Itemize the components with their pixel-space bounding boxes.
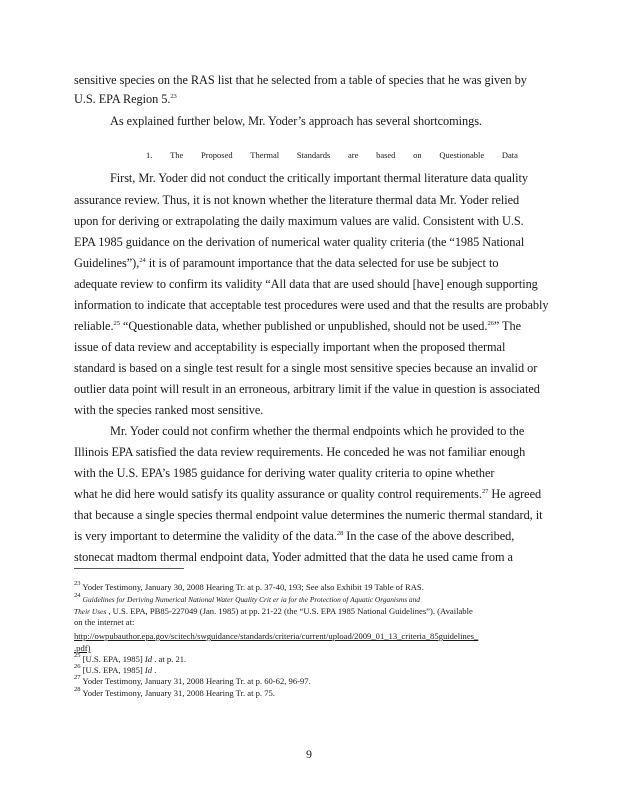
body-line: is very important to determine the validity of the data.$^{28}$ In the case of the above described, bbox=[74, 529, 515, 543]
body-line: information to indicate that acceptable test procedures were used and that the results are probably bbox=[74, 298, 549, 312]
body-line: U.S. EPA Region 5.23 bbox=[74, 92, 177, 106]
footnote-23: $^{23}$ Yoder Testimony, January 30, 2008 Hearing Tr. at p. 37-40, 193; See also Exhibit 19 Table of RAS. bbox=[74, 580, 424, 592]
body-line: outlier data point will result in an erroneous, arbitrary limit if the value in question is associated bbox=[74, 382, 540, 396]
body-line: with the U.S. EPA’s 1985 guidance for deriving water quality criteria to opine whether bbox=[74, 466, 495, 480]
body-line: stonecat madtom thermal endpoint data, Yoder admitted that the data he used came from a bbox=[74, 550, 513, 564]
url-link[interactable]: http://owpubauthor.epa.gov/scitech/swguidance/standards/criteria/current/upload/2009_01_13_criteria_85guidelines_ bbox=[74, 631, 479, 641]
body-line: standard is based on a single test result for a single most sensitive species because an invalid or bbox=[74, 361, 538, 375]
footnote-ref: 27 bbox=[481, 488, 489, 495]
body-line: sensitive species on the RAS list that he selected from a table of species that he was given by bbox=[74, 73, 527, 87]
body-line: reliable.$^{25}$ “Questionable data, whether published or unpublished, should not be used.$^{26}$” The bbox=[74, 319, 522, 333]
section-heading bbox=[146, 150, 518, 161]
heading-word: based bbox=[376, 150, 396, 160]
body-line: with the species ranked most sensitive. bbox=[74, 403, 264, 417]
footnote-24-cont: on the internet at: bbox=[74, 617, 135, 627]
footnote-25: $^{25}$ [U.S. EPA, 1985] Id . at p. 21. bbox=[74, 652, 187, 664]
body-line: adequate review to confirm its validity “All data that are used should [have] enough supporting bbox=[74, 277, 538, 291]
heading-word: are bbox=[348, 150, 359, 160]
heading-word: 1. bbox=[146, 150, 153, 160]
footnote-ref: 23 bbox=[170, 93, 177, 100]
heading-word: on bbox=[413, 150, 422, 160]
footnote-24: $^{24}$ Guidelines for Deriving Numerical National Water Quality Crit er ia for the Protection of Aquatic Organisms and bbox=[74, 592, 421, 604]
footnote-24-cont: Their Uses , U.S. EPA, PB85-227049 (Jan. 1985) at pp. 21-22 (the “U.S. EPA 1985 National Guidelines”). (Available bbox=[74, 606, 473, 616]
heading-word: Proposed bbox=[200, 150, 233, 160]
heading-word: The bbox=[170, 150, 184, 160]
body-line: As explained further below, Mr. Yoder’s approach has several shortcomings. bbox=[110, 114, 482, 128]
body-line: EPA 1985 guidance on the derivation of numerical water quality criteria (the “1985 National bbox=[74, 235, 525, 249]
footnote-separator bbox=[74, 568, 184, 569]
footnote-24-url[interactable] bbox=[74, 631, 478, 641]
body-line: assurance review. Thus, it is not known whether the literature thermal data Mr. Yoder relied bbox=[74, 193, 520, 207]
body-line: what he did here would satisfy its quality assurance or quality control requirements.$^{27}$ He agreed bbox=[74, 487, 542, 501]
body-line: that because a single species thermal endpoint value determines the numeric thermal standard, it bbox=[74, 508, 543, 522]
footnote-26: $^{26}$ [U.S. EPA, 1985] Id . bbox=[74, 663, 157, 675]
body-line: First, Mr. Yoder did not conduct the critically important thermal literature data quality bbox=[110, 171, 528, 185]
footnote-ref: 26 bbox=[487, 320, 494, 327]
heading-word: Data bbox=[501, 150, 518, 160]
body-line: upon for deriving or extrapolating the daily maximum values are valid. Consistent with U.S. bbox=[74, 214, 524, 228]
footnote-ref: 28 bbox=[336, 530, 344, 537]
page-number: 9 bbox=[306, 747, 312, 761]
body-line: Guidelines”),$^{24}$ it is of paramount importance that the data selected for use be subject to bbox=[74, 256, 499, 270]
footnote-ref: 25 bbox=[113, 320, 120, 327]
body-line: issue of data review and acceptability is especially important when the proposed thermal bbox=[74, 340, 506, 354]
url-link[interactable]: .pdf) bbox=[74, 643, 91, 653]
heading-word: Standards bbox=[296, 150, 331, 160]
body-line: Illinois EPA satisfied the data review requirements. He conceded he was not familiar enough bbox=[74, 445, 526, 459]
footnote-27: $^{27}$ Yoder Testimony, January 31, 2008 Hearing Tr. at p. 60-62, 96-97. bbox=[74, 674, 311, 686]
footnote-ref: 24 bbox=[139, 257, 146, 264]
body-line: Mr. Yoder could not confirm whether the thermal endpoints which he provided to the bbox=[110, 424, 525, 438]
heading-word: Questionable bbox=[439, 150, 485, 160]
heading-word: Thermal bbox=[250, 150, 280, 160]
footnote-28: $^{28}$ Yoder Testimony, January 31, 2008 Hearing Tr. at p. 75. bbox=[74, 686, 275, 698]
